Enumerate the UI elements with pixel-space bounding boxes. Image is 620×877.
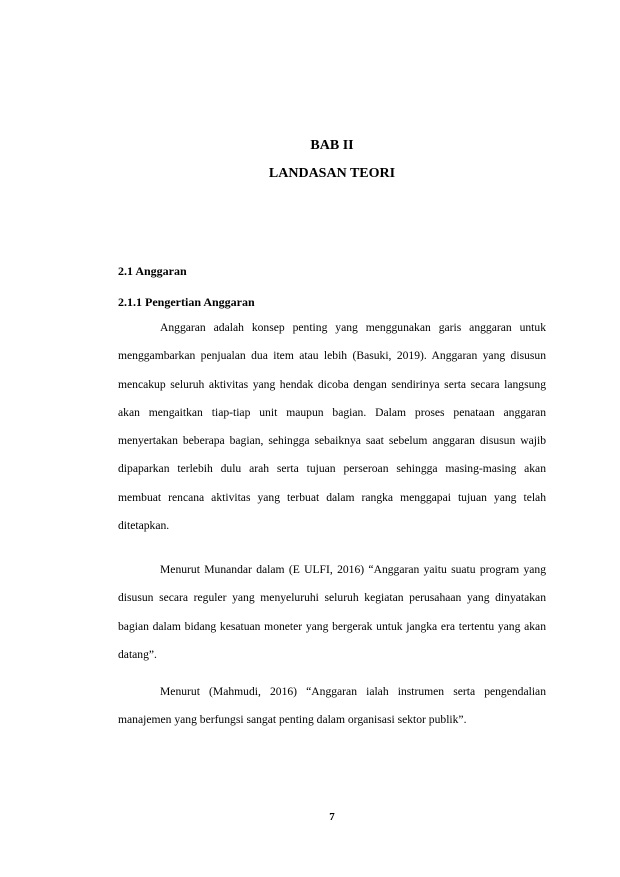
paragraph-munandar-quote: Menurut Munandar dalam (E ULFI, 2016) “Anggaran yaitu suatu program yang disusun secara reguler yang menyeluruhi seluruh kegiatan perusahaan yang dinyatakan bagian dalam bidang kesatuan moneter yang bergerak untuk jangka era tertentu yang akan datang”. xyxy=(118,563,546,661)
paragraph-definition: Anggaran adalah konsep penting yang menggunakan garis anggaran untuk menggambarkan penjualan dua item atau lebih (Basuki, 2019). Anggaran yang disusun mencakup seluruh aktivitas yang hendak dicoba dengan sendirinya serta secara langsung akan mengaitkan tiap-tiap unit maupun bagian. Dalam proses penataan anggaran menyertakan beberapa bagian, sehingga sebaiknya saat sebelum anggaran disusun wajib dipaparkan terlebih dulu arah serta tujuan perseroan sehingga masing-masing akan membuat rencana aktivitas yang terbuat dalam rangka menggapai tujuan yang telah ditetapkan. xyxy=(118,321,546,533)
paragraph-mahmudi-quote: Menurut (Mahmudi, 2016) “Anggaran ialah instrumen serta pengendalian manajemen yang berfungsi sangat penting dalam organisasi sektor publik”. xyxy=(118,685,546,727)
chapter-number: BAB II xyxy=(310,138,354,153)
subsection-heading: 2.1.1 Pengertian Anggaran xyxy=(118,295,255,309)
page-number: 7 xyxy=(329,811,335,823)
chapter-title: LANDASAN TEORI xyxy=(268,166,396,181)
section-heading: 2.1 Anggaran xyxy=(118,264,187,278)
